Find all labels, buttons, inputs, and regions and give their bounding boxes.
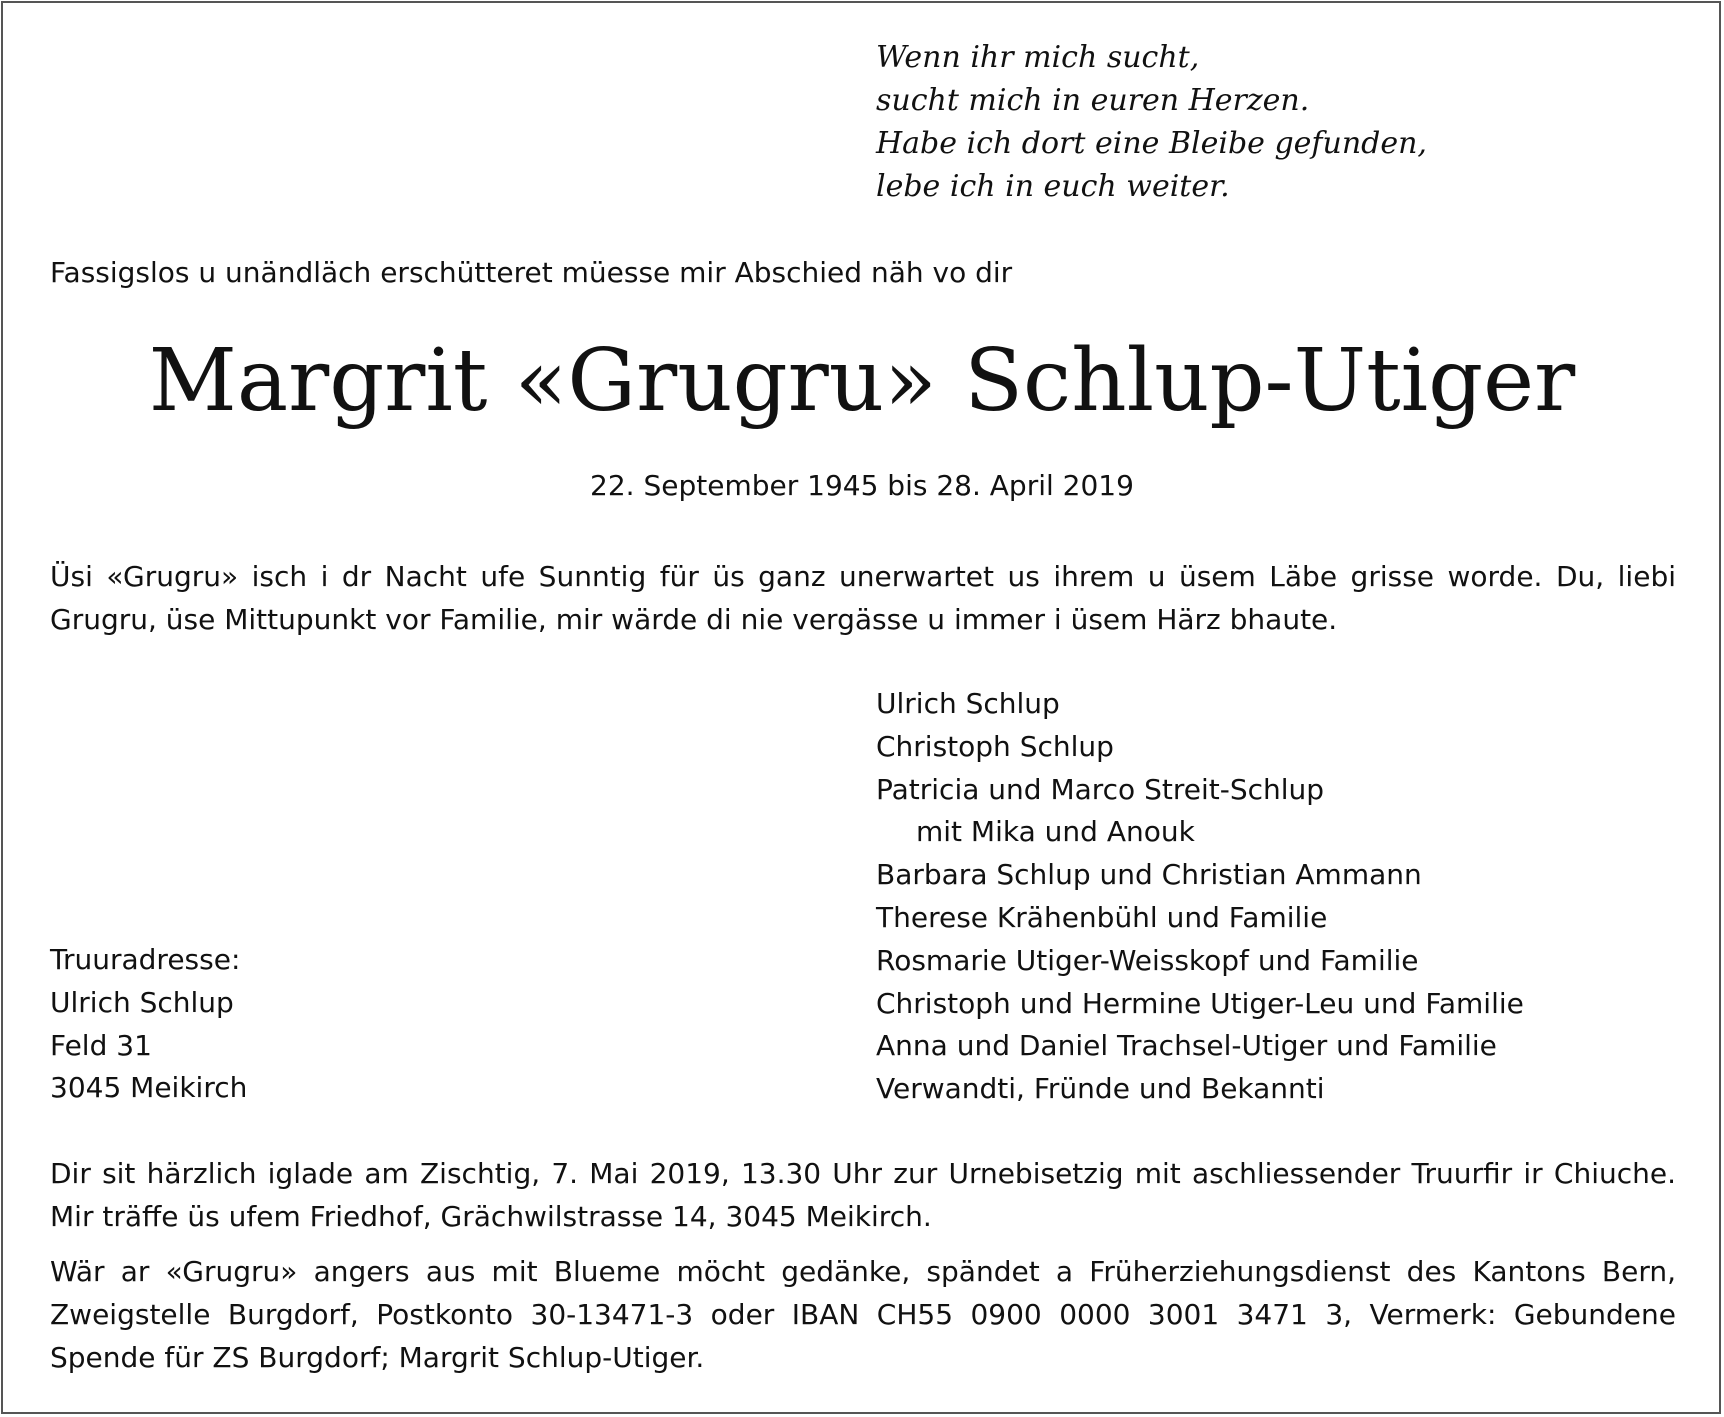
mourner-entry: Patricia und Marco Streit-Schlup [876, 772, 1325, 806]
mourners-list [876, 683, 1524, 1111]
address-city: 3045 Meikirch [50, 1071, 248, 1105]
poem-line: Wenn ihr mich sucht, [876, 40, 1200, 75]
poem-verse [876, 36, 1427, 208]
poem-line: lebe ich in euch weiter. [876, 169, 1230, 204]
life-dates: 22. September 1945 bis 28. April 2019 [590, 469, 1134, 502]
mourner-entry: Therese Krähenbühl und Familie [876, 900, 1328, 934]
mourner-entry: mit Mika und Anouk [916, 815, 1195, 849]
address-street: Feld 31 [50, 1028, 152, 1062]
intro-text: Fassigslos u unändläch erschütteret müesse mir Abschied näh vo dir [50, 256, 1013, 289]
deceased-name: Margrit «Grugru» Schlup-Utiger [148, 331, 1576, 431]
mourning-address [50, 939, 247, 1110]
service-invitation-paragraph: Dir sit härzlich iglade am Zischtig, 7. Mai 2019, 13.30 Uhr zur Urnebisetzig mit aschliessender Truurfir ir Chiuche. Mir träffe üs ufem Friedhof, Grächwilstrasse 14, 3045 Meikirch. [50, 1157, 1676, 1233]
mourner-entry: Verwandti, Fründe und Bekannti [876, 1072, 1325, 1106]
mourner-entry: Ulrich Schlup [876, 687, 1060, 720]
farewell-paragraph: Üsi «Grugru» isch i dr Nacht ufe Sunntig für üs ganz unerwartet us ihrem u üsem Läbe grisse worde. Du, liebi Grugru, üse Mittupunkt vor Familie, mir wärde di nie vergässe u immer i üsem Härz bhaute. [50, 560, 1676, 636]
poem-line: Habe ich dort eine Bleibe gefunden, [876, 126, 1427, 161]
address-label: Truuradresse: [50, 943, 241, 976]
mourner-entry: Christoph Schlup [876, 729, 1114, 763]
mourner-entry: Barbara Schlup und Christian Ammann [876, 858, 1422, 892]
donation-paragraph: Wär ar «Grugru» angers aus mit Blueme möcht gedänke, spändet a Früherziehungsdienst des Kantons Bern, Zweigstelle Burgdorf, Postkonto 30-13471-3 oder IBAN CH55 0900 0000 3001 3471 3, Vermerk: Gebundene Spende für ZS Burgdorf; Margrit Schlup-Utiger. [50, 1255, 1676, 1374]
poem-line: sucht mich in euren Herzen. [876, 83, 1310, 118]
mourner-entry: Rosmarie Utiger-Weisskopf und Familie [876, 943, 1419, 977]
mourner-entry: Christoph und Hermine Utiger-Leu und Familie [876, 986, 1524, 1020]
address-name: Ulrich Schlup [50, 985, 234, 1019]
mourner-entry: Anna und Daniel Trachsel-Utiger und Familie [876, 1029, 1497, 1063]
